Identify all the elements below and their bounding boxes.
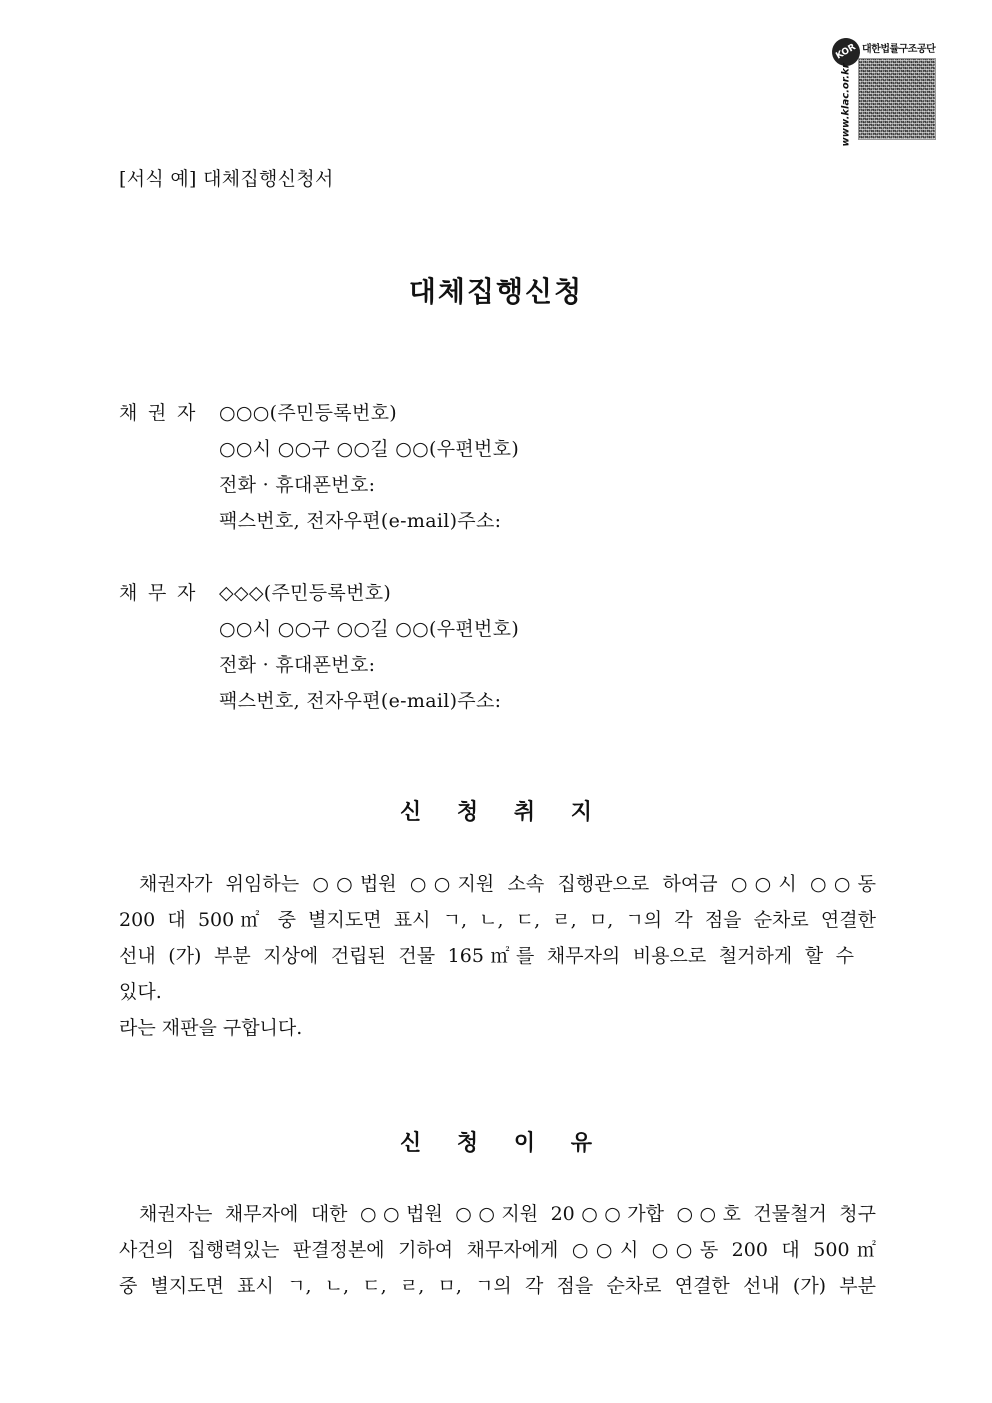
- creditor-name: ○○○(주민등록번호): [219, 402, 397, 424]
- reason-heading: 신 청 이 유: [400, 1130, 592, 1156]
- qr-code-image: [858, 58, 936, 140]
- form-label: [서식 예] 대체집행신청서: [119, 168, 334, 190]
- organization-name: 대한법률구조공단: [862, 44, 936, 55]
- debtor-name: ◇◇◇(주민등록번호): [219, 582, 392, 604]
- debtor-address: ○○시 ○○구 ○○길 ○○(우편번호): [219, 618, 520, 640]
- debtor-fax-email: 팩스번호, 전자우편(e-mail)주소:: [219, 690, 502, 712]
- purpose-paragraph: [119, 866, 876, 1046]
- klac-logo: [832, 38, 936, 147]
- organization-url: www.klac.or.kr: [840, 63, 852, 147]
- kor-badge: KOR: [827, 33, 865, 71]
- reason-line: 중 별지도면 표시 ㄱ, ㄴ, ㄷ, ㄹ, ㅁ, ㄱ의 각 점을 순차로 연결한 선내 (가) 부분: [119, 1275, 876, 1297]
- debtor-phone: 전화 · 휴대폰번호:: [219, 654, 376, 676]
- purpose-line: 있다.: [119, 981, 162, 1003]
- reason-paragraph: [119, 1196, 876, 1304]
- debtor-role-label: 채 무 자: [119, 582, 196, 604]
- creditor-phone: 전화 · 휴대폰번호:: [219, 474, 376, 496]
- reason-line: 사건의 집행력있는 판결정본에 기하여 채무자에게 ○○시 ○○동 200 대 500㎡: [119, 1239, 876, 1261]
- document-title: 대체집행신청: [408, 275, 584, 308]
- purpose-line: 200 대 500㎡ 중 별지도면 표시 ㄱ, ㄴ, ㄷ, ㄹ, ㅁ, ㄱ의 각 점을 순차로 연결한: [119, 909, 876, 931]
- creditor-address: ○○시 ○○구 ○○길 ○○(우편번호): [219, 438, 520, 460]
- purpose-heading: 신 청 취 지: [400, 799, 592, 825]
- reason-line: 채권자는 채무자에 대한 ○○법원 ○○지원 20○○가합 ○○호 건물철거 청구: [139, 1203, 876, 1225]
- purpose-closing: 라는 재판을 구합니다.: [119, 1017, 303, 1039]
- purpose-line: 채권자가 위임하는 ○○법원 ○○지원 소속 집행관으로 하여금 ○○시 ○○동: [139, 873, 876, 895]
- purpose-line: 선내 (가) 부분 지상에 건립된 건물 165㎡를 채무자의 비용으로 철거하게 할 수: [119, 945, 854, 967]
- creditor-role-label: 채 권 자: [119, 402, 196, 424]
- creditor-fax-email: 팩스번호, 전자우편(e-mail)주소:: [219, 510, 502, 532]
